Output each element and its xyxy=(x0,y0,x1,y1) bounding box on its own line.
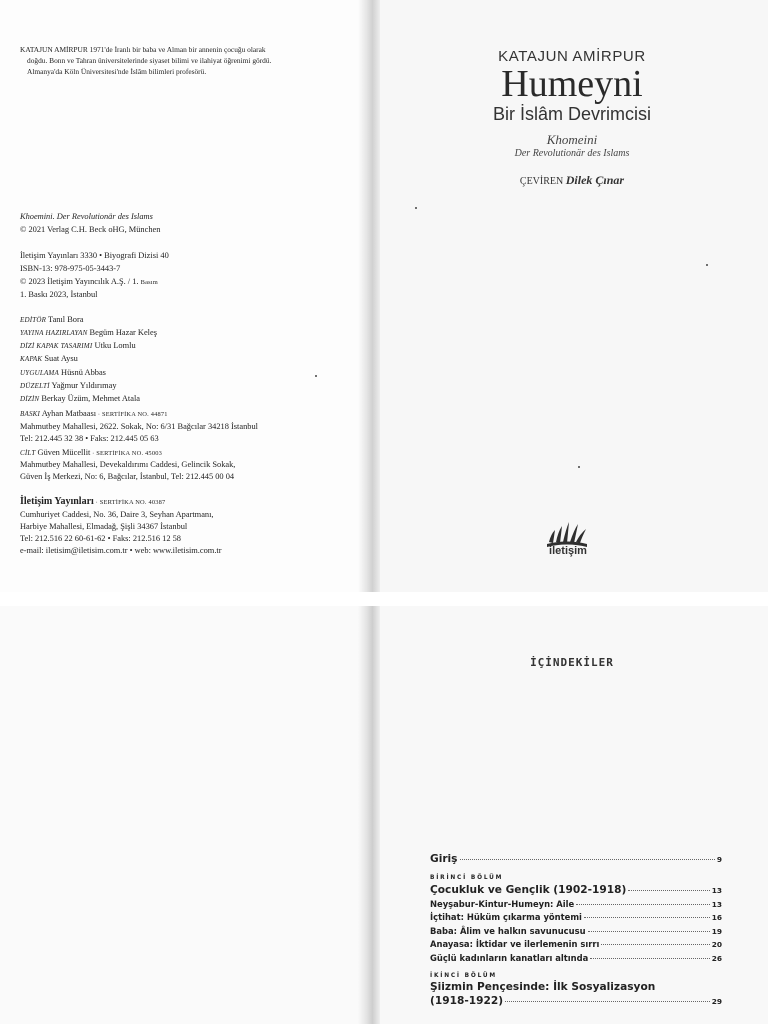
bio-line: doğdu. Bonn ve Tahran üniversitelerinde siyaset bilimi ve ilahiyat öğrenimi gördü. xyxy=(27,56,272,65)
publisher-address: Cumhuriyet Caddesi, No. 36, Daire 3, Seyhan Apartmanı, xyxy=(20,510,214,519)
publisher-phone: Tel: 212.516 22 60-61-62 • Faks: 212.516 12 58 xyxy=(20,534,181,543)
credit-proofreading: DÜZELTİ Yağmur Yıldırımay xyxy=(20,381,117,390)
part-label: BİRİNCİ BÖLÜM xyxy=(430,875,504,881)
speck xyxy=(706,264,708,266)
toc-chapter: Çocukluk ve Gençlik (1902-1918) 13 xyxy=(430,884,722,896)
binder-address: Mahmutbey Mahallesi, Devekaldırımı Caddesi, Gelincik Sokak, xyxy=(20,460,236,469)
printer-address: Mahmutbey Mahallesi, 2622. Sokak, No: 6/31 Bağcılar 34218 İstanbul xyxy=(20,422,258,431)
speck xyxy=(315,375,317,377)
book-title: Humeyni xyxy=(501,63,643,105)
author-bio xyxy=(20,44,320,77)
toc-chapter: Şiizmin Pençesinde: İlk Sosyalizasyon xyxy=(430,981,656,994)
toc-entry: Anayasa: İktidar ve ilerlemenin sırrı 20 xyxy=(430,939,722,950)
credit-cover: KAPAK Suat Aysu xyxy=(20,354,78,363)
bio-line: Almanya'da Köln Üniversitesi'nde İslâm bilimleri profesörü. xyxy=(27,67,207,76)
toc-entry: Neyşabur-Kintur-Humeyn: Aile 13 xyxy=(430,899,722,909)
printer-info: BASKI Ayhan Matbaası · SERTİFİKA NO. 44871 xyxy=(20,409,168,418)
bio-line: KATAJUN AMİRPUR 1971'de İranlı bir baba ve Alman bir annenin çocuğu olarak xyxy=(20,45,266,54)
credit-editor: EDİTÖR Tanıl Bora xyxy=(20,315,84,324)
toc-entry: Giriş 9 xyxy=(430,853,722,865)
toc-entry: Güçlü kadınların kanatları altında 26 xyxy=(430,952,722,963)
original-title: Khoemini. Der Revolutionär des Islams xyxy=(20,212,153,221)
blank-page xyxy=(0,606,372,1024)
credit-preparer: YAYINA HAZIRLAYAN Begüm Hazar Keleş xyxy=(20,328,157,337)
original-title: Khomeini xyxy=(546,132,598,147)
publisher-web: e-mail: iletisim@iletisim.com.tr • web: www.iletisim.com.tr xyxy=(20,546,222,555)
credit-index: DİZİN Berkay Üzüm, Mehmet Atala xyxy=(20,394,140,403)
original-subtitle: Der Revolutionär des Islams xyxy=(514,148,630,159)
book-subtitle: Bir İslâm Devrimcisi xyxy=(492,104,651,124)
credit-series-cover: DİZİ KAPAK TASARIMI Utku Lomlu xyxy=(20,341,136,350)
printer-phone: Tel: 212.445 32 38 • Faks: 212.445 05 63 xyxy=(20,434,159,443)
toc-entry: Baba: Âlim ve halkın savunucusu 19 xyxy=(430,925,722,936)
publisher-address: Harbiye Mahallesi, Elmadağ, Şişli 34367 İstanbul xyxy=(20,522,188,531)
speck xyxy=(415,207,417,209)
isbn: ISBN-13: 978-975-05-3443-7 xyxy=(20,264,121,273)
original-copyright: © 2021 Verlag C.H. Beck oHG, München xyxy=(20,225,161,234)
part-label: İKİNCİ BÖLÜM xyxy=(430,973,497,980)
toc-entry: İçtihat: Hüküm çıkarma yöntemi 16 xyxy=(430,912,722,923)
publisher-logo-text: iletişim xyxy=(549,545,587,557)
credit-application: UYGULAMA Hüsnü Abbas xyxy=(20,368,106,377)
toc-chapter: (1918-1922) 29 xyxy=(430,995,722,1008)
copyright-tr: © 2023 İletişim Yayıncılık A.Ş. / 1. Basım xyxy=(20,277,158,286)
publisher-info: İletişim Yayınları · SERTİFİKA NO. 40387 xyxy=(20,496,166,507)
contents-heading: İÇİNDEKİLER xyxy=(530,656,614,669)
book-author: KATAJUN AMİRPUR xyxy=(498,48,646,65)
translator: ÇEVİREN Dilek Çınar xyxy=(519,173,625,187)
binder-address: Güven İş Merkezi, No: 6, Bağcılar, İstanbul, Tel: 212.445 00 04 xyxy=(20,472,235,481)
edition: 1. Baskı 2023, İstanbul xyxy=(20,290,98,299)
series-info: İletişim Yayınları 3330 • Biyografi Dizisi 40 xyxy=(20,251,169,260)
book-gutter xyxy=(358,0,372,592)
table-of-contents xyxy=(430,852,722,1009)
book-gutter xyxy=(358,606,372,1024)
binder-info: CİLT Güven Mücellit · SERTİFİKA NO. 45003 xyxy=(20,448,163,457)
speck xyxy=(578,466,580,468)
